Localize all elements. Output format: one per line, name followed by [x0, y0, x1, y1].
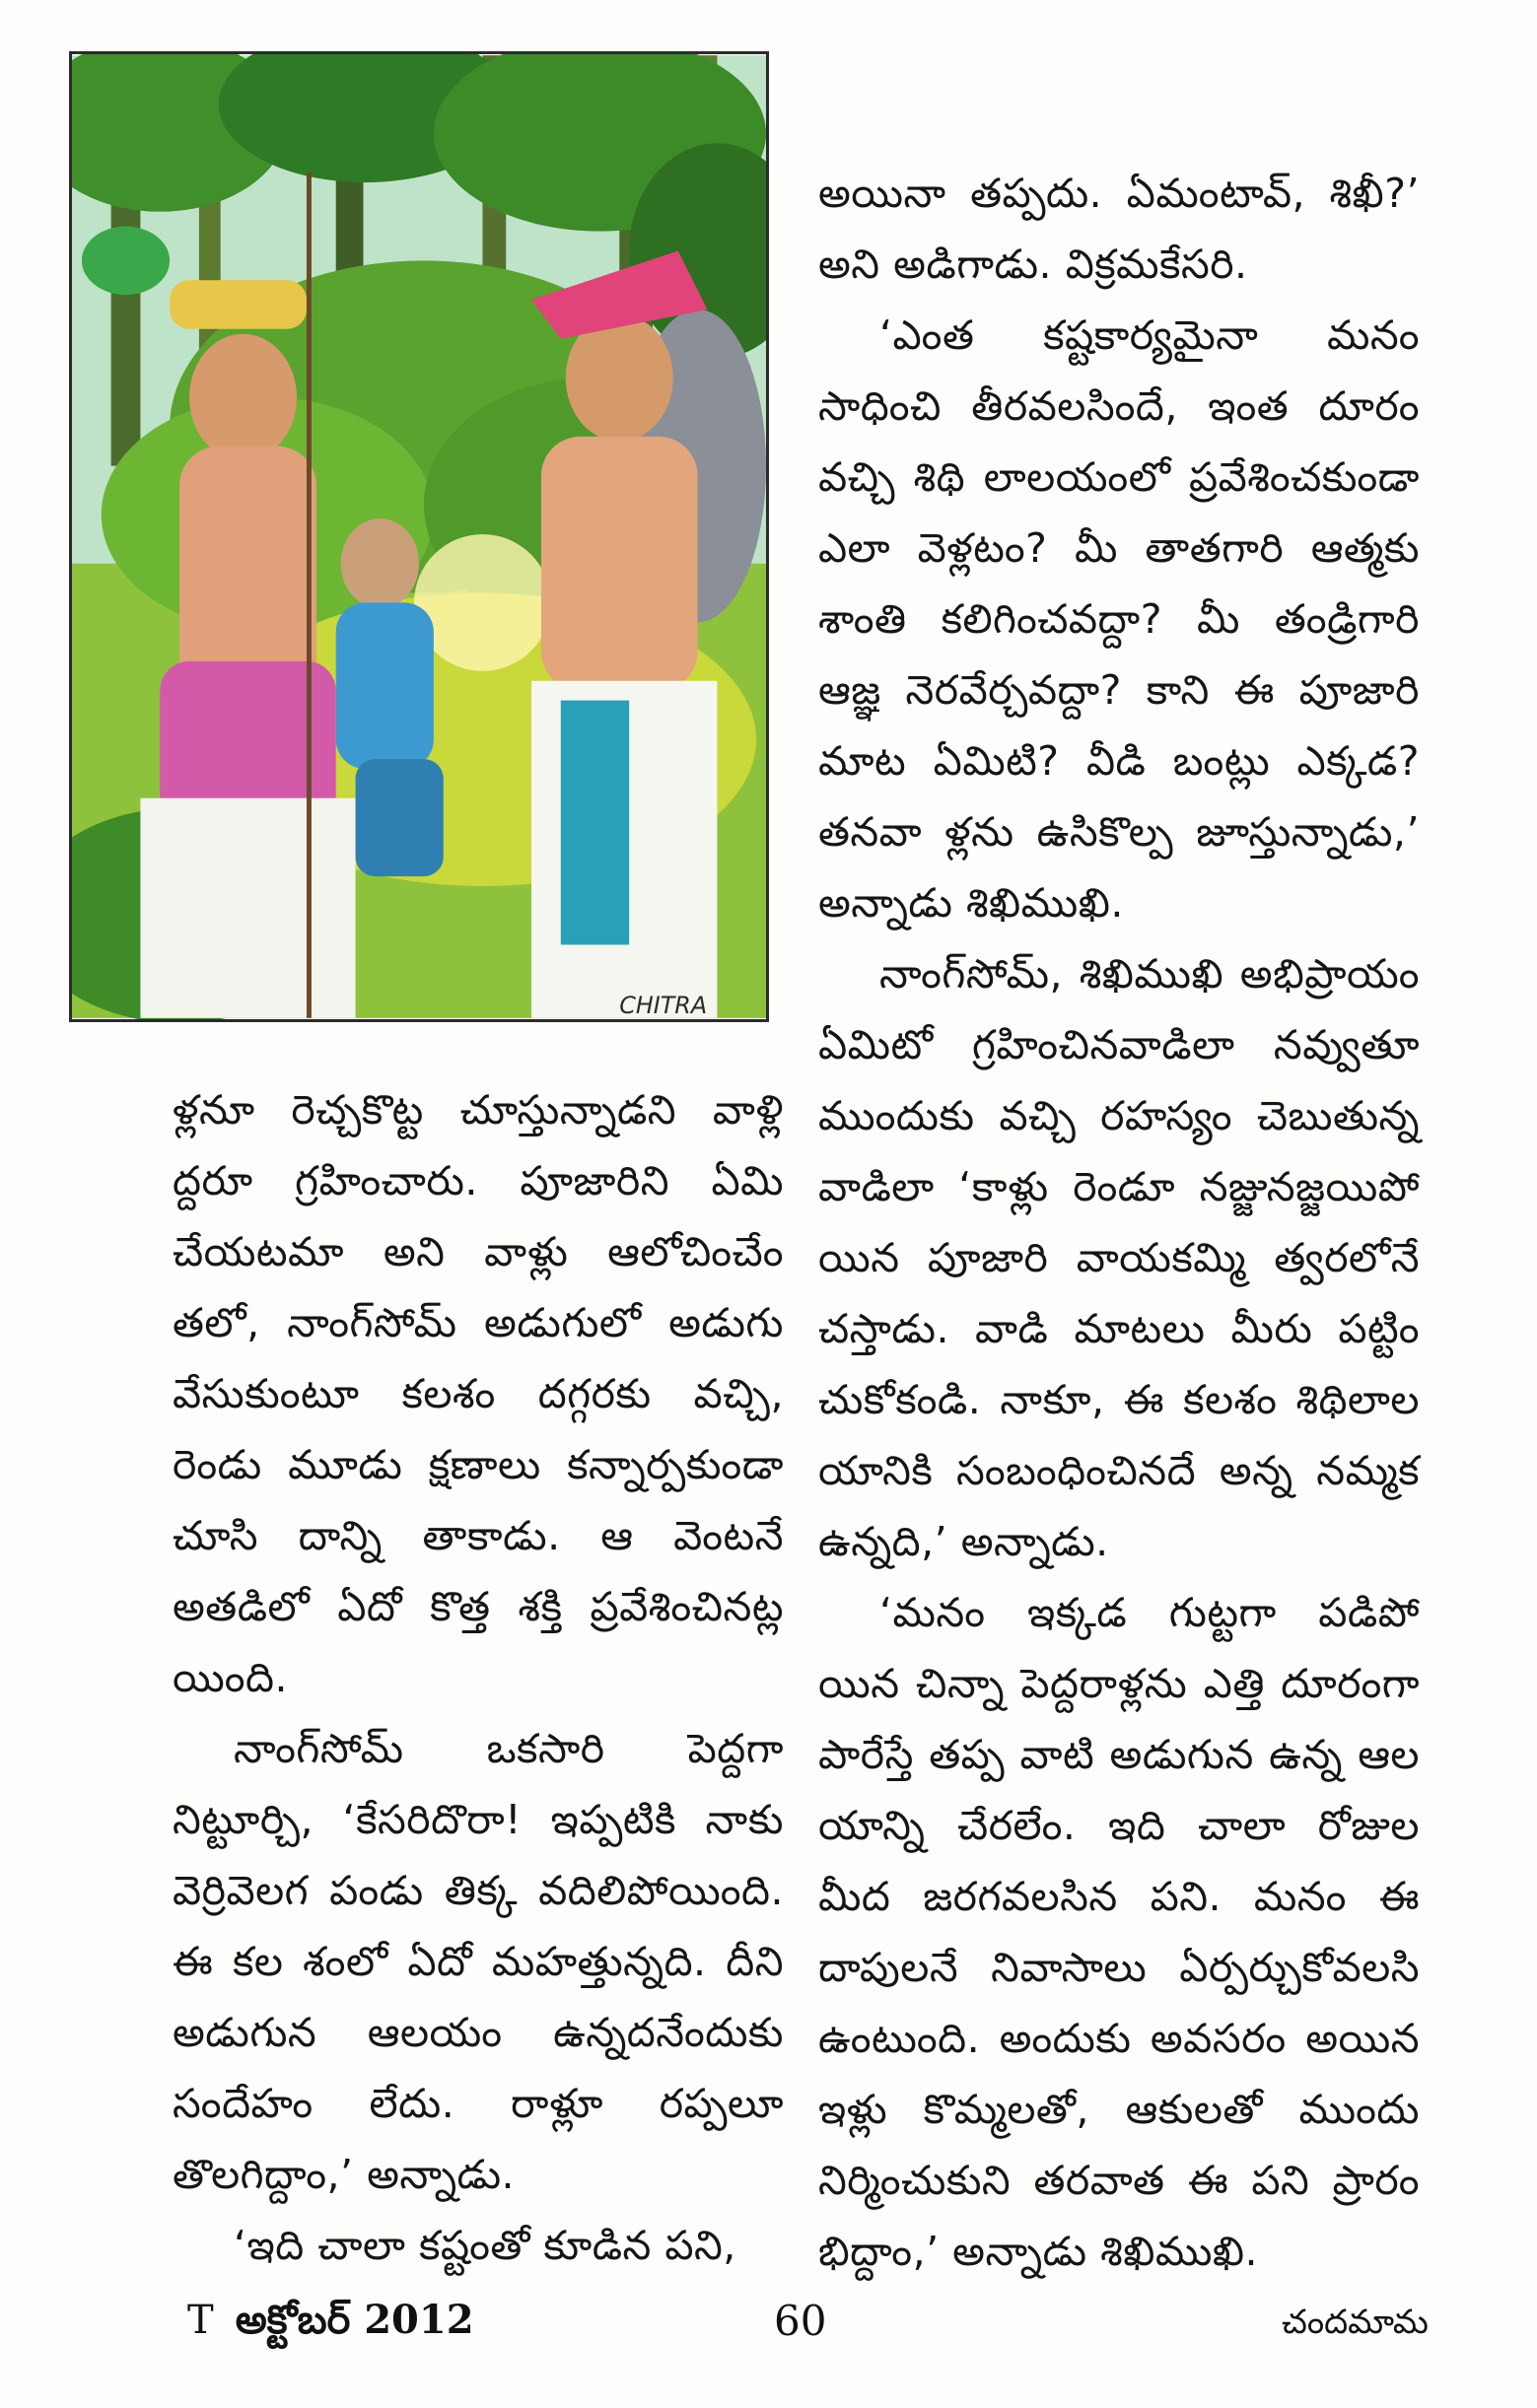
footer-month-year: అక్టోబర్ 2012 — [235, 2297, 474, 2343]
paragraph: అయినా తప్పదు. ఏమంటావ్, శిఖీ?’ అని అడిగాడు. విక్రమకేసరి. — [818, 170, 1420, 288]
page-number: 60 — [774, 2297, 827, 2345]
page-footer — [0, 2297, 1537, 2366]
paragraph: నాంగ్‌సోమ్, శిఖిముఖి అభిప్రాయం ఏమిటో గ్రహించినవాడిలా నవ్వుతూ ముందుకు వచ్చి రహస్యం చెబుతున్న వాడిలా ‘కాళ్లు రెండూ నజ్జునజ్జయిపో యిన పూజారి వాయకమ్మి త్వరలోనే చస్తాడు. వాడి మాటలు మీరు పట్టిం చుకోకండి. నాకూ, ఈ కలశం శిథిలాల యానికి సంబంధించినదే అన్న నమ్మక ఉన్నది,’ అన్నాడు. — [818, 950, 1420, 1565]
left-text-column — [173, 1074, 784, 2281]
forest-scene-illustration — [72, 54, 766, 1019]
right-text-column — [818, 158, 1420, 2287]
paragraph: ‘ఎంత కష్టకార్యమైనా మనం సాధించి తీరవలసిందే, ఇంత దూరం వచ్చి శిథి లాలయంలో ప్రవేశించకుండా ఎలా వెళ్లటం? మీ తాతగారి ఆత్మకు శాంతి కలిగించవద్దా? మీ తండ్రిగారి ఆజ్ఞ నెరవేర్చవద్దా? కాని ఈ పూజారి మాట ఏమిటి? వీడి బంట్లు ఎక్కడ? తనవా ళ్లను ఉసికొల్ప జూస్తున్నాడు,’ అన్నాడు శిఖిముఖి. — [818, 311, 1420, 927]
paragraph: ‘మనం ఇక్కడ గుట్టగా పడిపో యిన చిన్నా పెద్దరాళ్లను ఎత్తి దూరంగా పారేస్తే తప్ప వాటి అడుగున ఉన్న ఆల యాన్ని చేరలేం. ఇది చాలా రోజుల మీద జరగవలసిన పని. మనం ఈ దాపులనే నివాసాలు ఏర్పర్చుకోవలసి ఉంటుంది. అందుకు అవసరం అయిన ఇళ్లు కొమ్మలతో, ఆకులతో ముందు నిర్మించుకుని తరవాత ఈ పని ప్రారం భిద్దాం,’ అన్నాడు శిఖిముఖి. — [818, 1589, 1420, 2275]
footer-issue — [187, 2297, 474, 2353]
paragraph: ‘ఇది చాలా కష్టంతో కూడిన పని, — [234, 2222, 736, 2269]
footer-mark: T — [187, 2298, 214, 2343]
illustrator-signature: CHITRA — [619, 991, 708, 1019]
magazine-name: చందమామ — [1282, 2303, 1429, 2342]
paragraph: నాంగ్‌సోమ్ ఒకసారి పెద్దగా నిట్టూర్చి, ‘కేసరిదొరా! ఇప్పటికి నాకు వెర్రివెలగ పండు తిక్క వదిలిపోయింది. ఈ కల శంలో ఏదో మహత్తున్నది. దీని అడుగున ఆలయం ఉన్నదనేందుకు సందేహం లేదు. రాళ్లూ రప్పలూ తొలగిద్దాం,’ అన్నాడు. — [173, 1725, 784, 2198]
story-illustration — [69, 51, 769, 1022]
paragraph: ళ్లనూ రెచ్చకొట్ట చూస్తున్నాడని వాళ్లి ద్దరూ గ్రహించారు. పూజారిని ఏమి చేయటమా అని వాళ్లు ఆలోచించేం తలో, నాంగ్‌సోమ్ అడుగులో అడుగు వేసుకుంటూ కలశం దగ్గరకు వచ్చి, రెండు మూడు క్షణాలు కన్నార్పకుండా చూసి దాన్ని తాకాడు. ఆ వెంటనే అతడిలో ఏదో కొత్త శక్తి ప్రవేశించినట్ల యింది. — [173, 1086, 784, 1701]
